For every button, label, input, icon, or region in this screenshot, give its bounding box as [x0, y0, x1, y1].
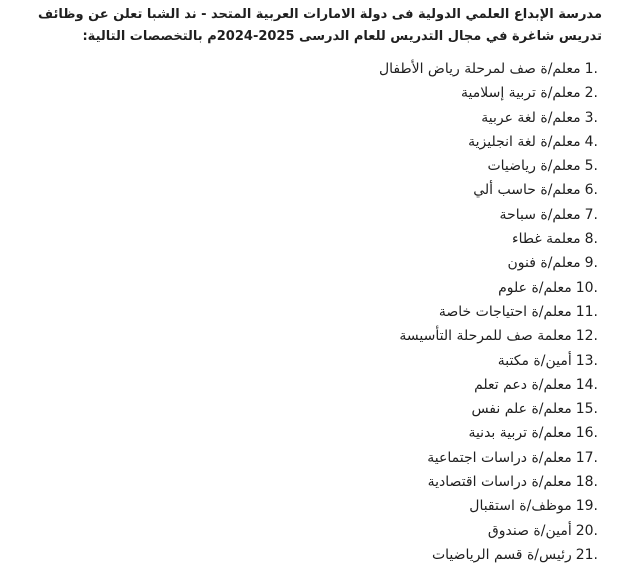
item-label: معلم/ة تربية إسلامية [461, 85, 581, 102]
list-item [10, 373, 598, 397]
item-number: 1. [584, 61, 598, 77]
item-label: معلم/ة علم نفس [471, 401, 572, 418]
item-label: معلم/ة رياضيات [487, 158, 581, 175]
list-item [10, 324, 598, 348]
item-number: 20. [575, 522, 598, 539]
list-item [10, 421, 598, 445]
list-item [10, 227, 598, 251]
item-number: 17. [575, 449, 598, 466]
item-number: 4. [584, 133, 598, 150]
list-item [10, 543, 598, 567]
intro-paragraph: مدرسة الإبداع العلمي الدولية فى دولة الامارات العربية المتحد - ند الشبا تعلن عن وظائف تدريس شاغرة في مجال التدريس للعام الدرسى 2025-2024م بالتخصصات التالية: [37, 7, 602, 44]
item-label: معلم/ة تربية بدنية [468, 425, 572, 442]
list-item [10, 106, 598, 130]
item-label: معلم/ة حاسب ألي [473, 182, 581, 199]
list-item [10, 203, 598, 227]
item-label: معلمة صف للمرحلة التأسيسة [399, 328, 572, 345]
item-number: 16. [575, 425, 598, 442]
item-number: 7. [584, 206, 598, 223]
list-item [10, 276, 598, 300]
list-item [10, 57, 598, 81]
list-item [10, 300, 598, 324]
item-label: معلم/ة دراسات اقتصادية [427, 474, 572, 491]
list-item [10, 251, 598, 275]
item-label: معلم/ة صف لمرحلة رياض الأطفال [378, 61, 581, 77]
item-number: 18. [575, 474, 598, 491]
item-label: معلم/ة سباحة [499, 206, 581, 223]
list-item [10, 130, 598, 154]
item-label: معلم/ة فنون [507, 255, 581, 272]
item-number: 19. [575, 498, 598, 515]
item-number: 15. [575, 401, 598, 418]
item-number: 13. [575, 352, 598, 369]
item-number: 9. [584, 255, 598, 272]
item-label: معلم/ة دعم تعلم [474, 376, 572, 393]
list-item [10, 81, 598, 105]
item-label: معلم/ة لغة انجليزية [468, 133, 581, 150]
item-label: أمين/ة صندوق [487, 522, 572, 539]
item-number: 21. [575, 546, 598, 563]
list-item [10, 470, 598, 494]
list-item [10, 349, 598, 373]
list-item [10, 154, 598, 178]
specialties-list [10, 57, 602, 567]
item-number: 14. [575, 376, 598, 393]
item-number: 6. [584, 182, 598, 199]
item-label: معلم/ة دراسات اجتماعية [427, 449, 572, 466]
item-number: 8. [584, 231, 598, 248]
list-item [10, 446, 598, 470]
item-number: 12. [575, 328, 598, 345]
item-label: معلم/ة لغة عربية [481, 109, 581, 126]
item-number: 2. [584, 85, 598, 102]
item-label: أمين/ة مكتبة [497, 352, 572, 369]
item-label: موظف/ة استقبال [469, 498, 572, 515]
list-item [10, 494, 598, 518]
item-number: 11. [575, 303, 598, 320]
item-label: رئيس/ة قسم الرياضيات [431, 546, 572, 563]
item-number: 5. [584, 158, 598, 175]
item-label: معلم/ة احتياجات خاصة [438, 303, 572, 320]
list-item [10, 397, 598, 421]
list-item [10, 178, 598, 202]
item-number: 10. [575, 279, 598, 296]
list-item [10, 519, 598, 543]
item-label: معلمة غطاء [512, 231, 581, 248]
item-label: معلم/ة علوم [498, 279, 572, 296]
item-number: 3. [584, 109, 598, 126]
